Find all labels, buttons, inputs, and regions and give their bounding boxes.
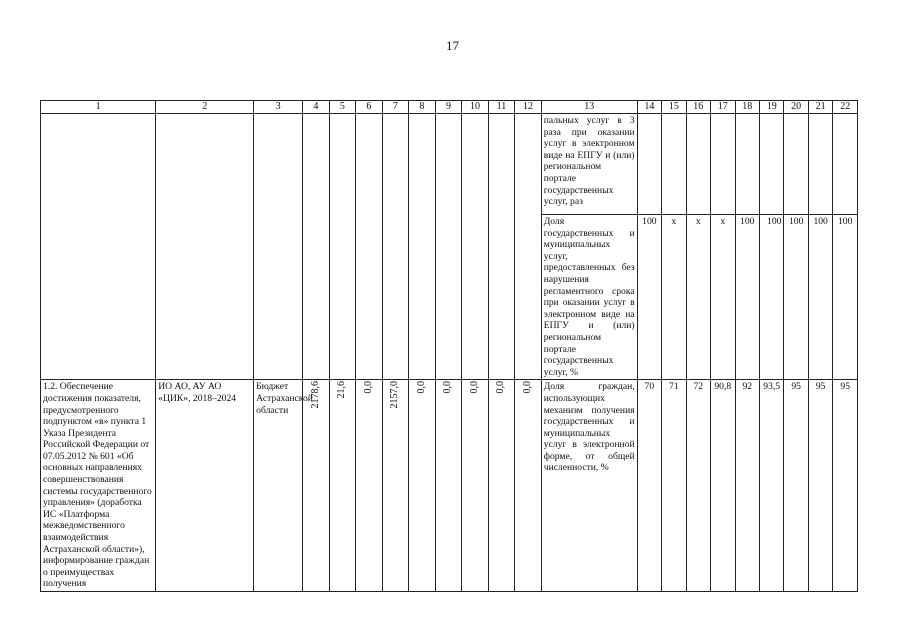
value-cell: 100 bbox=[735, 215, 759, 380]
finance-cell: 2157,0 bbox=[382, 380, 409, 592]
value-cell: 71 bbox=[662, 380, 686, 592]
value-cell: 70 bbox=[637, 380, 661, 592]
value-cell: 90,8 bbox=[711, 380, 735, 592]
value-cell: 100 bbox=[759, 215, 783, 380]
finance-cell: 0,0 bbox=[488, 380, 515, 592]
value-cell: х bbox=[686, 215, 710, 380]
table-row bbox=[41, 114, 858, 215]
value-cell: 93,5 bbox=[759, 380, 783, 592]
value-cell bbox=[662, 114, 686, 215]
column-number: 13 bbox=[541, 101, 637, 114]
table-cell bbox=[462, 114, 489, 380]
value-cell bbox=[808, 114, 832, 215]
indicator-cell: Доля граждан, использующих механизм получения государственных и муниципальных услуг в электронной форме, от общей численности, % bbox=[541, 380, 637, 592]
column-number-row bbox=[41, 101, 858, 114]
column-number: 7 bbox=[382, 101, 409, 114]
value-cell bbox=[833, 114, 858, 215]
finance-cell: 0,0 bbox=[462, 380, 489, 592]
finance-cell: 0,0 bbox=[515, 380, 542, 592]
finance-cell: 2178,6 bbox=[303, 380, 330, 592]
column-number: 5 bbox=[329, 101, 356, 114]
column-number: 20 bbox=[784, 101, 808, 114]
column-number: 16 bbox=[686, 101, 710, 114]
page-number: 17 bbox=[446, 38, 459, 53]
value-cell: 92 bbox=[735, 380, 759, 592]
column-number: 3 bbox=[254, 101, 303, 114]
column-number: 17 bbox=[711, 101, 735, 114]
finance-cell: 0,0 bbox=[356, 380, 383, 592]
value-cell bbox=[759, 114, 783, 215]
table-cell bbox=[435, 114, 462, 380]
value-cell bbox=[735, 114, 759, 215]
table-cell bbox=[254, 114, 303, 380]
indicator-cell: пальных услуг в 3 раза при оказании услуг в электронном виде на ЕПГУ и (или) региональном портале государственных услуг, раз bbox=[541, 114, 637, 215]
finance-cell: 0,0 bbox=[435, 380, 462, 592]
value-cell: 100 bbox=[808, 215, 832, 380]
executor-cell: ИО АО, АУ АО «ЦИК», 2018–2024 bbox=[156, 380, 254, 592]
value-cell: 95 bbox=[833, 380, 858, 592]
column-number: 2 bbox=[156, 101, 254, 114]
value-cell bbox=[784, 114, 808, 215]
table-cell bbox=[488, 114, 515, 380]
column-number: 15 bbox=[662, 101, 686, 114]
value-cell bbox=[711, 114, 735, 215]
column-number: 12 bbox=[515, 101, 542, 114]
funding-source-cell: Бюджет Астраханской области bbox=[254, 380, 303, 592]
indicator-cell: Доля государственных и муниципальных услуг, предоставленных без нарушения регламентного срока при оказании услуг в электронном виде на ЕПГУ и (или) региональном портале государственных услуг, % bbox=[541, 215, 637, 380]
column-number: 10 bbox=[462, 101, 489, 114]
column-number: 14 bbox=[637, 101, 661, 114]
value-cell bbox=[637, 114, 661, 215]
table-cell bbox=[156, 114, 254, 380]
table-cell bbox=[356, 114, 383, 380]
value-cell: 100 bbox=[833, 215, 858, 380]
value-cell: 95 bbox=[784, 380, 808, 592]
table-cell bbox=[41, 114, 156, 380]
value-cell: х bbox=[711, 215, 735, 380]
column-number: 19 bbox=[759, 101, 783, 114]
program-table bbox=[40, 100, 858, 592]
table-cell bbox=[515, 114, 542, 380]
column-number: 6 bbox=[356, 101, 383, 114]
column-number: 1 bbox=[41, 101, 156, 114]
value-cell: х bbox=[662, 215, 686, 380]
column-number: 4 bbox=[303, 101, 330, 114]
table-cell bbox=[409, 114, 436, 380]
finance-cell: 0,0 bbox=[409, 380, 436, 592]
activity-description-cell: 1.2. Обеспечение достижения показателя, предусмотренного подпунктом «в» пункта 1 Указа Президента Российской Федерации от 07.05.2012 № 601 «Об основных направлениях совершенствования системы государственного управления» (доработка ИС «Платформа межведомственного взаимодействия Астраханской области»), информирование граждан о преимуществах получения bbox=[41, 380, 156, 592]
finance-cell: 21,6 bbox=[329, 380, 356, 592]
table-cell bbox=[329, 114, 356, 380]
column-number: 18 bbox=[735, 101, 759, 114]
column-number: 9 bbox=[435, 101, 462, 114]
value-cell: 95 bbox=[808, 380, 832, 592]
table-row bbox=[41, 380, 858, 592]
table-cell bbox=[382, 114, 409, 380]
value-cell: 100 bbox=[784, 215, 808, 380]
column-number: 8 bbox=[409, 101, 436, 114]
value-cell: 100 bbox=[637, 215, 661, 380]
column-number: 11 bbox=[488, 101, 515, 114]
column-number: 21 bbox=[808, 101, 832, 114]
value-cell: 72 bbox=[686, 380, 710, 592]
column-number: 22 bbox=[833, 101, 858, 114]
value-cell bbox=[686, 114, 710, 215]
table-cell bbox=[303, 114, 330, 380]
